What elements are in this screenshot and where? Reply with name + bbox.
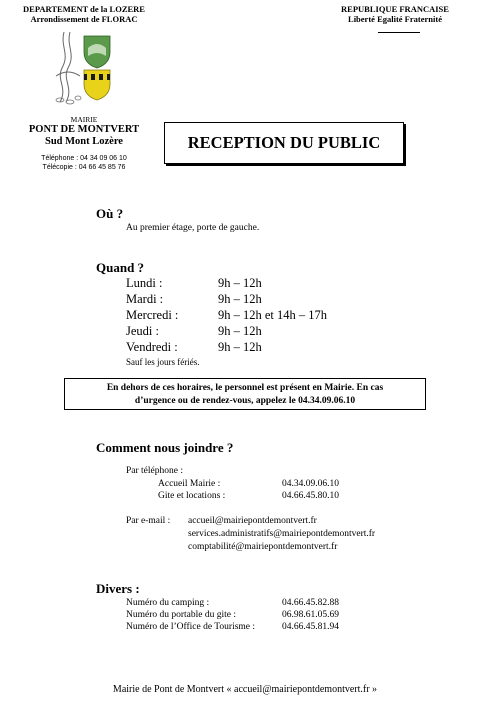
mairie-logo <box>50 28 118 106</box>
schedule-day: Lundi : <box>126 276 163 290</box>
phone-entry-label: Accueil Mairie : <box>158 479 221 489</box>
joindre-heading: Comment nous joindre ? <box>96 440 234 455</box>
schedule-hours: 9h – 12h <box>218 340 262 354</box>
devise-label: Liberté Egalité Fraternité <box>348 14 442 24</box>
schedule-hours: 9h – 12h <box>218 276 262 290</box>
schedule-day: Jeudi : <box>126 324 159 338</box>
mairie-subtitle: Sud Mont Lozère <box>45 136 123 147</box>
republique-label: REPUBLIQUE FRANCAISE <box>341 4 449 14</box>
phone-label: Par téléphone : <box>126 466 183 476</box>
divers-label: Numéro du portable du gite : <box>126 610 237 620</box>
notice-line: En dehors de ces horaires, le personnel est présent en Mairie. En cas <box>106 383 384 393</box>
page-footer: Mairie de Pont de Montvert « accueil@mairiepontdemontvert.fr » <box>112 684 378 695</box>
mairie-name: PONT DE MONTVERT <box>28 124 140 135</box>
email-label: Par e-mail : <box>126 516 171 526</box>
quand-heading: Quand ? <box>96 260 145 275</box>
email-link[interactable]: comptabilité@mairiepontdemontvert.fr <box>188 542 338 552</box>
schedule-hours: 9h – 12h <box>218 324 262 338</box>
holiday-note: Sauf les jours fériés. <box>126 357 200 367</box>
phone-entry-label: Gite et locations : <box>158 491 226 501</box>
mairie-label: MAIRIE <box>70 115 98 124</box>
divers-number: 04.66.45.81.94 <box>282 622 339 632</box>
email-link[interactable]: services.administratifs@mairiepontdemontvert.fr <box>188 529 376 539</box>
ou-heading: Où ? <box>96 206 124 221</box>
notice-line: d’urgence ou de rendez-vous, appelez le 04.34.09.06.10 <box>134 396 356 406</box>
divers-label: Numéro du camping : <box>126 598 210 608</box>
header-divider <box>378 32 420 33</box>
divers-label: Numéro de l’Office de Tourisme : <box>126 622 256 632</box>
divers-number: 04.66.45.82.88 <box>282 598 339 608</box>
arrondissement-label: Arrondissement de FLORAC <box>30 14 138 24</box>
phone-entry-number: 04.34.09.06.10 <box>282 479 339 489</box>
phone-entry-number: 04.66.45.80.10 <box>282 491 339 501</box>
department-label: DEPARTEMENT de la LOZERE <box>23 4 145 14</box>
mairie-telephone: Téléphone : 04 34 09 06 10 <box>41 155 127 162</box>
page-title: RECEPTION DU PUBLIC <box>164 122 404 164</box>
email-link[interactable]: accueil@mairiepontdemontvert.fr <box>188 516 317 526</box>
schedule-day: Mardi : <box>126 292 164 306</box>
ou-text: Au premier étage, porte de gauche. <box>126 223 260 233</box>
divers-heading: Divers : <box>96 581 140 596</box>
mairie-telecopie: Télécopie : 04 66 45 85 76 <box>42 164 126 171</box>
schedule-day: Mercredi : <box>126 308 179 322</box>
urgence-notice <box>64 378 426 410</box>
schedule-hours: 9h – 12h et 14h – 17h <box>218 308 328 322</box>
divers-number: 06.98.61.05.69 <box>282 610 339 620</box>
schedule-day: Vendredi : <box>126 340 178 354</box>
schedule-hours: 9h – 12h <box>218 292 262 306</box>
